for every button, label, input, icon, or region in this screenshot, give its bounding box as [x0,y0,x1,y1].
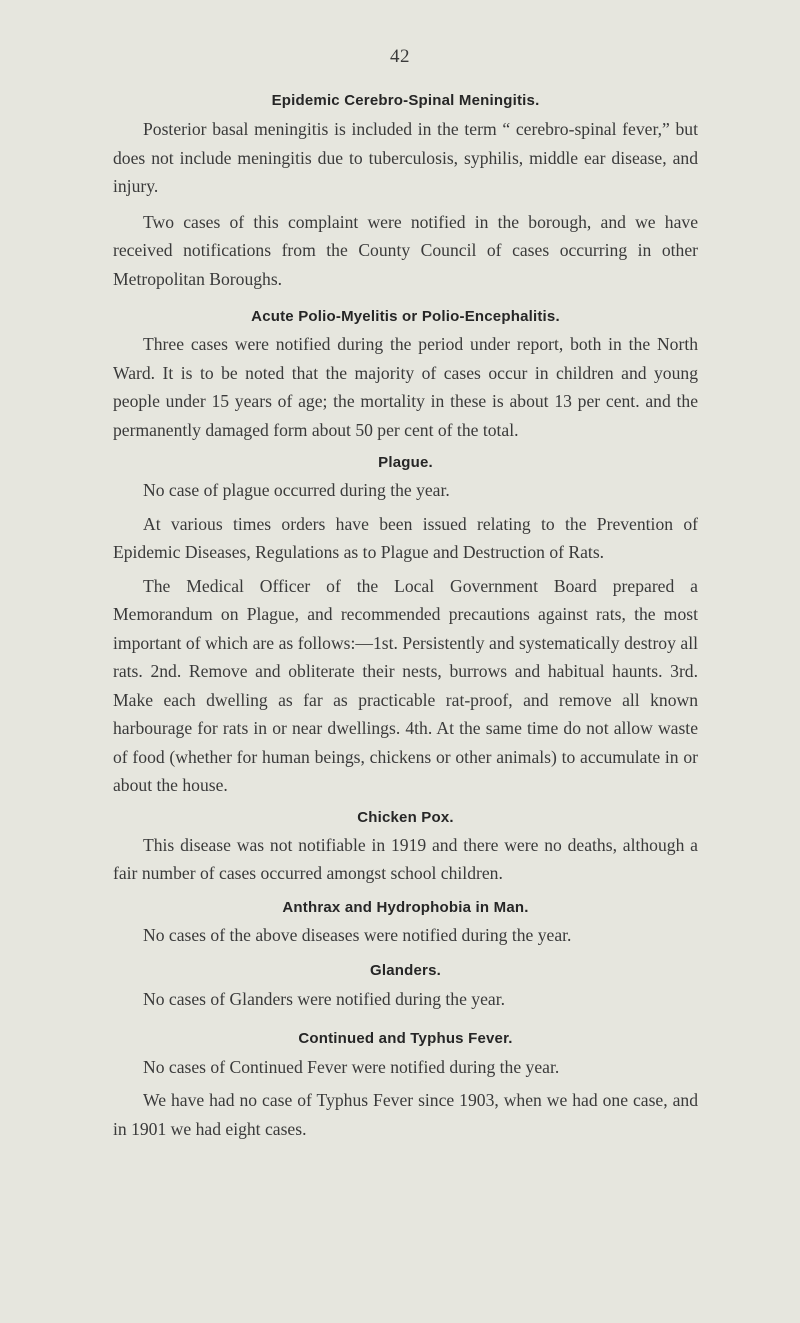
paragraph: This disease was not notifiable in 1919 and there were no deaths, although a fair number of cases occurred amongst school children. [113,834,698,883]
heading-plague: Plague. [378,454,433,471]
heading-cerebro-spinal-meningitis: Epidemic Cerebro-Spinal Meningitis. [271,92,540,109]
paragraph: Three cases were notified during the period under report, both in the North Ward. It is to be noted that the majority of cases occur in children and young people under 15 years of age; the mortality in these is about 13 per cent. and the permanently damaged form about 50 per cent of the total. [113,334,698,440]
heading-glanders: Glanders. [370,962,441,979]
paragraph: No case of plague occurred during the year. [143,480,450,500]
paragraph: We have had no case of Typhus Fever since 1903, when we had one case, and in 1901 we had eight cases. [113,1090,698,1139]
paragraph: No cases of Continued Fever were notified during the year. [143,1056,560,1077]
paragraph: At various times orders have been issued relating to the Prevention of Epidemic Diseases, Regulations as to Plague and Destruction of Rats. [113,513,698,562]
paragraph: Two cases of this complaint were notified in the borough, and we have received notifications from the County Council of cases occurring in other Metropolitan Boroughs. [113,211,698,289]
page-number: 42 [390,46,410,67]
paragraph: No cases of the above diseases were notified during the year. [143,924,572,945]
heading-chicken-pox: Chicken Pox. [357,808,454,826]
paragraph: Posterior basal meningitis is included in the term “ cerebro-spinal fever,” but does not include meningitis due to tuberculosis, syphilis, middle ear disease, and injury. [113,119,698,196]
page-content [113,92,698,1143]
heading-continued-typhus-fever: Continued and Typhus Fever. [298,1029,513,1047]
heading-anthrax-hydrophobia: Anthrax and Hydrophobia in Man. [282,898,529,916]
paragraph: No cases of Glanders were notified during the year. [143,989,506,1009]
heading-polio-myelitis: Acute Polio-Myelitis or Polio-Encephalitis. [251,308,560,325]
paragraph: The Medical Officer of the Local Government Board prepared a Memorandum on Plague, and recommended precautions against rats, the most important of which are as follows:—1st. Persistently and systematically destroy all rats. 2nd. Remove and obliterate their nests, burrows and habitual haunts. 3rd. Make each dwelling as far as practicable rat-proof, and remove all known harbourage for rats in or near dwellings. 4th. At the same time do not allow waste of food (whether for human beings, chickens or other animals) to accumulate in or about the house. [113,575,698,795]
